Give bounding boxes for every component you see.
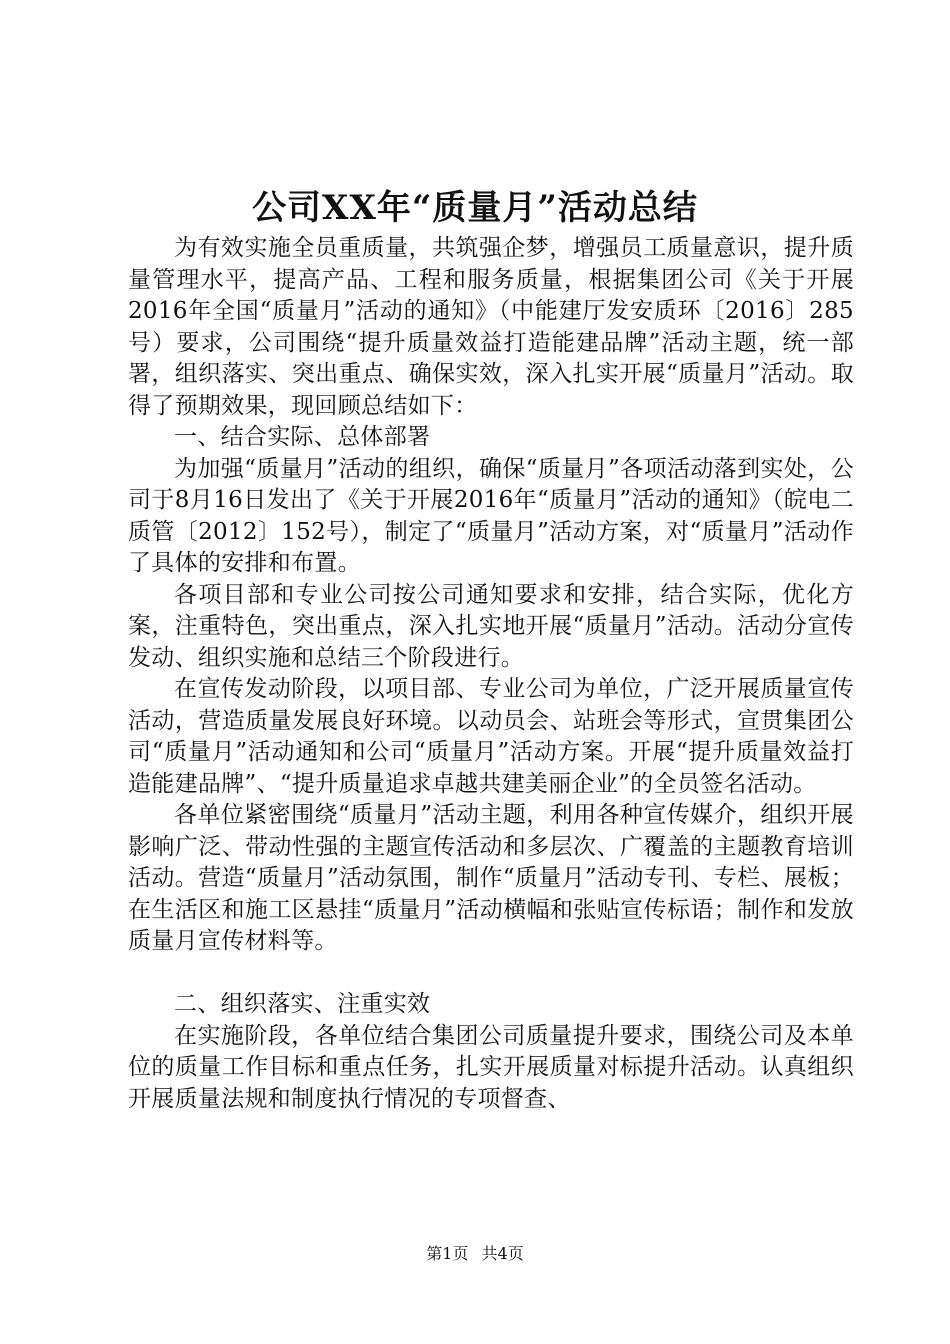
page-number-total: 共4页 [481, 1244, 524, 1263]
page-footer [0, 1243, 950, 1265]
section-heading-1: 一、结合实际、总体部署 [174, 424, 431, 450]
body-paragraph: 各单位紧密围绕“质量月”活动主题，利用各种宣传媒介，组织开展影响广泛、带动性强的主题宣传活动和多层次、广覆盖的主题教育培训活动。营造“质量月”活动氛围，制作“质量月”活动专刊、专栏、展板；在生活区和施工区悬挂“质量月”活动横幅和张贴宣传标语；制作和发放质量月宣传材料等。 [128, 802, 854, 954]
section-heading-2: 二、组织落实、注重实效 [174, 991, 431, 1017]
page-number-current: 第1页 [426, 1244, 469, 1263]
document-body [128, 233, 854, 1115]
document-title: 公司XX年“质量月”活动总结 [252, 188, 698, 228]
body-paragraph: 各项目部和专业公司按公司通知要求和安排，结合实际，优化方案，注重特色，突出重点，深入扎实地开展“质量月”活动。活动分宣传发动、组织实施和总结三个阶段进行。 [128, 581, 854, 671]
body-paragraph: 在宣传发动阶段，以项目部、专业公司为单位，广泛开展质量宣传活动，营造质量发展良好环境。以动员会、站班会等形式，宣贯集团公司“质量月”活动通知和公司“质量月”活动方案。开展“提升质量效益打造能建品牌”、“提升质量追求卓越共建美丽企业”的全员签名活动。 [128, 676, 854, 797]
body-paragraph: 为加强“质量月”活动的组织，确保“质量月”各项活动落到实处，公司于8月16日发出了《关于开展2016年“质量月”活动的通知》（皖电二质管〔2012〕152号），制定了“质量月”活动方案，对“质量月”活动作了具体的安排和布置。 [128, 455, 854, 576]
body-paragraph: 在实施阶段，各单位结合集团公司质量提升要求，围绕公司及本单位的质量工作目标和重点任务，扎实开展质量对标提升活动。认真组织开展质量法规和制度执行情况的专项督查、 [128, 1022, 854, 1112]
intro-paragraph: 为有效实施全员重质量，共筑强企梦，增强员工质量意识，提升质量管理水平，提高产品、工程和服务质量，根据集团公司《关于开展2016年全国“质量月”活动的通知》（中能建厅发安质环〔2016〕285号）要求，公司围绕“提升质量效益打造能建品牌”活动主题，统一部署，组织落实、突出重点、确保实效，深入扎实开展“质量月”活动。取得了预期效果，现回顾总结如下： [128, 235, 854, 419]
paragraph-spacer [128, 958, 854, 990]
